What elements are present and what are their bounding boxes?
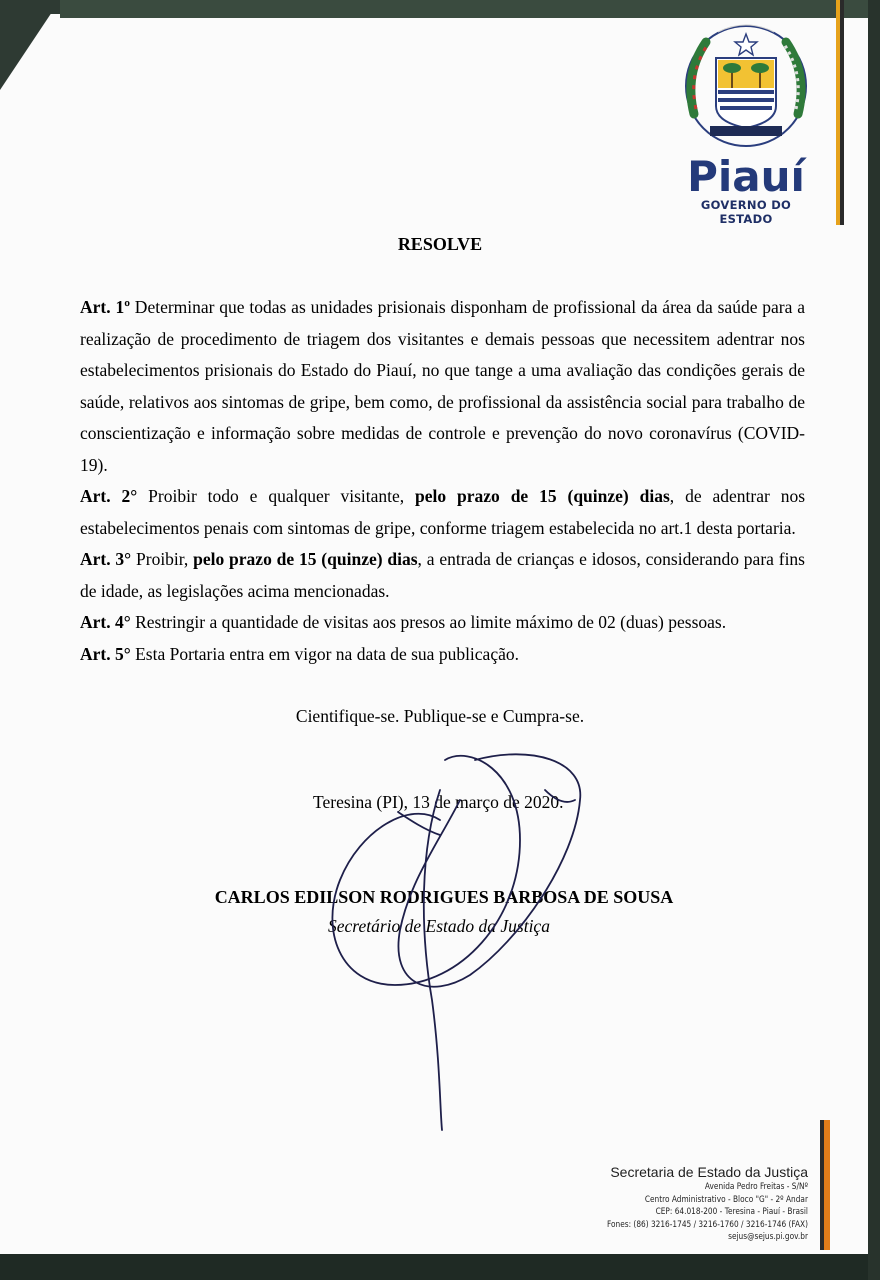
footer-color-stripe [820, 1120, 830, 1250]
footer-phone-line: Fones: (86) 3216-1745 / 3216-1760 / 3216-1746 (FAX) [607, 1219, 808, 1230]
article-text: Proibir, [131, 549, 194, 569]
footer-department: Secretaria de Estado da Justiça [610, 1164, 808, 1180]
closing-formula: Cientifique-se. Publique-se e Cumpra-se. [295, 706, 585, 726]
article-paragraph [80, 639, 805, 671]
footer-contact [508, 1164, 808, 1244]
article-text: , a entrada de crianças e idosos, considerando para fins de idade, as legislações acima mencionadas. [80, 549, 805, 601]
header-color-stripe [836, 0, 844, 225]
article-emphasis: pelo prazo de 15 (quinze) dias [193, 549, 418, 569]
state-coat-of-arms-icon [676, 14, 816, 154]
article-text: Esta Portaria entra em vigor na data de sua publicação. [130, 643, 519, 664]
section-heading: RESOLVE [397, 234, 483, 254]
article-label: Art. 4° [80, 612, 131, 632]
footer-address-line: CEP: 64.018-200 - Teresina - Piauí - Brasil [655, 1207, 808, 1217]
photo-corner-shadow [0, 0, 60, 90]
signer-name: CARLOS EDILSON RODRIGUES BARBOSA DE SOUSA [214, 887, 674, 907]
article-text: Restringir a quantidade de visitas aos presos ao limite máximo de 02 (duas) pessoas. [130, 612, 727, 632]
article-text: Proibir todo e qualquer visitante, [137, 486, 416, 506]
footer-email-line: sejus@sejus.pi.gov.br [728, 1232, 808, 1242]
place-and-date: Teresina (PI), 13 de março de 2020. [313, 792, 564, 812]
article-paragraph [80, 481, 805, 544]
article-label: Art. 2° [80, 486, 138, 506]
photo-edge-bottom [0, 1254, 880, 1280]
article-paragraph [80, 292, 805, 481]
footer-address-line: Avenida Pedro Freitas - S/Nº [704, 1182, 808, 1192]
article-label: Art. 5° [80, 643, 131, 664]
article-label: Art. 3° [80, 549, 132, 569]
logo-subtitle: GOVERNO DO ESTADO [700, 198, 792, 226]
logo-wordmark: Piauí [687, 152, 805, 201]
photo-edge-right [868, 0, 880, 1280]
article-text: , de adentrar nos estabelecimentos penais com sintomas de gripe, conforme triagem estabelecida no art.1 desta portaria. [80, 486, 806, 538]
footer-address-line: Centro Administrativo - Bloco "G" - 2º Andar [644, 1194, 808, 1205]
article-emphasis: pelo prazo de 15 (quinze) dias [415, 486, 670, 506]
article-paragraph [80, 544, 805, 607]
articles-body [80, 292, 805, 670]
article-text: Determinar que todas as unidades prisionais disponham de profissional da área da saúde para a realização de procedimento de triagem dos visitantes e demais pessoas que necessitem adentrar nos estabelecimentos prisionais do Estado do Piauí, no que tange a uma avaliação das condições gerais de saúde, relativos aos sintomas de gripe, bem como, de profissional da assistência social para trabalho de conscientização e informação sobre medidas de controle e prevenção do novo coronavírus (COVID-19). [80, 297, 805, 475]
article-paragraph [80, 607, 805, 639]
article-label: Art. 1º [80, 297, 130, 317]
piaui-government-logo [676, 14, 826, 226]
signer-role: Secretário de Estado da Justiça [328, 916, 550, 936]
